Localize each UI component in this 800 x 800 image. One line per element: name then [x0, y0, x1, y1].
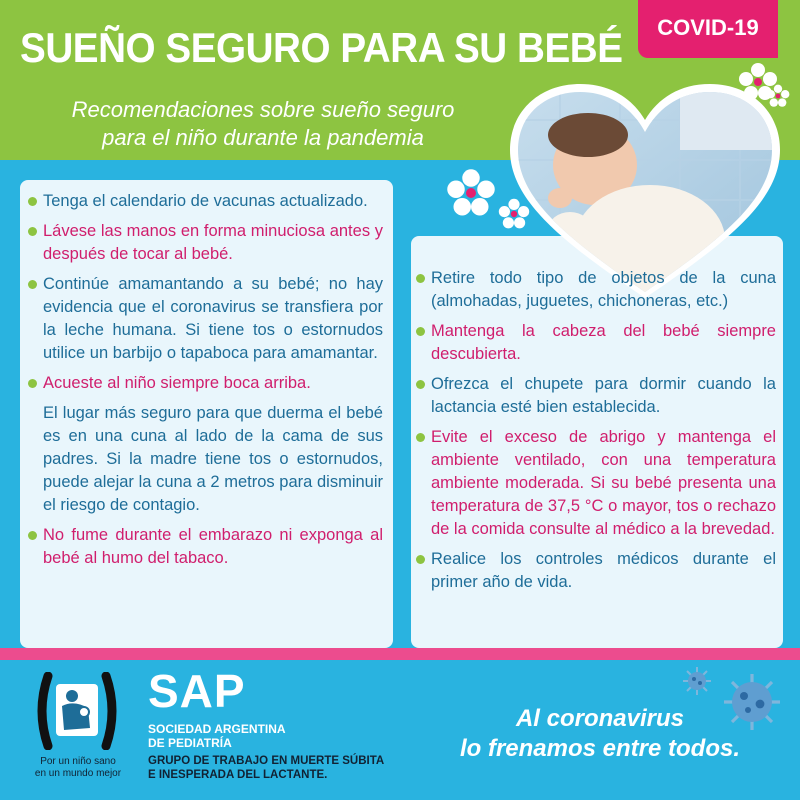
covid-badge: COVID-19 — [638, 0, 778, 58]
recommendation-text: Evite el exceso de abrigo y mantenga el ambiente ventilado, con una temperatura ambiente moderada. Si su bebé presenta una temperatura de 37,5 °C o mayor, tos o rechazo de la comida consulte al médico a la brevedad. — [431, 428, 776, 538]
recommendation-item — [416, 426, 776, 541]
sap-motto — [18, 756, 138, 780]
recommendation-text: El lugar más seguro para que duerma el bebé es en una cuna al lado de la cama de sus padres. Si la madre tiene tos o estornudos, puede alejar la cuna a 2 metros para disminuir el riesgo de contagio. — [43, 404, 383, 514]
virus-icon — [682, 666, 712, 696]
recommendation-item — [416, 373, 776, 419]
recommendation-item — [416, 548, 776, 594]
recommendation-text: Lávese las manos en forma minuciosa antes y después de tocar al bebé. — [43, 222, 383, 263]
left-recommendations — [28, 190, 383, 577]
bullet-icon — [416, 274, 425, 283]
recommendation-item — [416, 267, 776, 313]
bullet-icon — [28, 280, 37, 289]
bullet-icon — [28, 227, 37, 236]
sap-motto-line-2: en un mundo mejor — [34, 768, 122, 779]
bullet-icon — [416, 380, 425, 389]
page-title: SUEÑO SEGURO PARA SU BEBÉ — [20, 24, 623, 71]
slogan-line-2: lo frenamos entre todos. — [459, 735, 741, 762]
recommendation-item — [28, 372, 383, 395]
subtitle-line-1: Recomendaciones sobre sueño seguro — [71, 97, 455, 122]
bullet-icon — [416, 433, 425, 442]
society-name-line-2: DE PEDIATRÍA — [148, 736, 232, 750]
bullet-icon — [28, 379, 37, 388]
bullet-icon — [28, 531, 37, 540]
recommendation-item — [28, 524, 383, 570]
group-name-line-2: E INESPERADA DEL LACTANTE. — [148, 769, 328, 781]
recommendation-item — [28, 273, 383, 365]
sap-motto-line-1: Por un niño sano — [40, 756, 116, 767]
sap-acronym: SAP — [148, 665, 246, 717]
recommendation-item — [28, 402, 383, 517]
recommendation-text: Realice los controles médicos durante el primer año de vida. — [431, 550, 776, 591]
group-name-line-1: GRUPO DE TRABAJO EN MUERTE SÚBITA — [148, 755, 385, 767]
divider-line — [0, 648, 800, 660]
society-name-line-1: SOCIEDAD ARGENTINA — [148, 722, 286, 736]
slogan — [430, 704, 770, 764]
recommendation-item — [416, 320, 776, 366]
bullet-icon — [416, 327, 425, 336]
bullet-icon — [416, 555, 425, 564]
recommendation-item — [28, 190, 383, 213]
recommendation-text: Ofrezca el chupete para dormir cuando la lactancia esté bien establecida. — [431, 375, 776, 416]
recommendation-text: Retire todo tipo de objetos de la cuna (almohadas, juguetes, chichoneras, etc.) — [431, 269, 776, 310]
subtitle-line-2: para el niño durante la pandemia — [102, 125, 424, 150]
subtitle — [28, 96, 498, 152]
right-recommendations — [416, 267, 776, 601]
slogan-line-1: Al coronavirus — [515, 705, 685, 732]
recommendation-text: Tenga el calendario de vacunas actualizado. — [43, 192, 368, 210]
flower-icon — [446, 168, 496, 218]
sap-logo — [34, 672, 120, 750]
recommendation-text: Acueste al niño siempre boca arriba. — [43, 374, 311, 392]
recommendation-item — [28, 220, 383, 266]
flower-icon — [766, 84, 790, 108]
bullet-icon — [28, 197, 37, 206]
recommendation-text: Mantenga la cabeza del bebé siempre descubierta. — [431, 322, 776, 363]
flower-icon — [498, 198, 530, 230]
recommendation-text: No fume durante el embarazo ni exponga al bebé al humo del tabaco. — [43, 526, 383, 567]
recommendation-text: Continúe amamantando a su bebé; no hay evidencia que el coronavirus se transfiera por la leche humana. Si tiene tos o estornudos utilice un barbijo o tapaboca para amamantar. — [43, 275, 383, 362]
